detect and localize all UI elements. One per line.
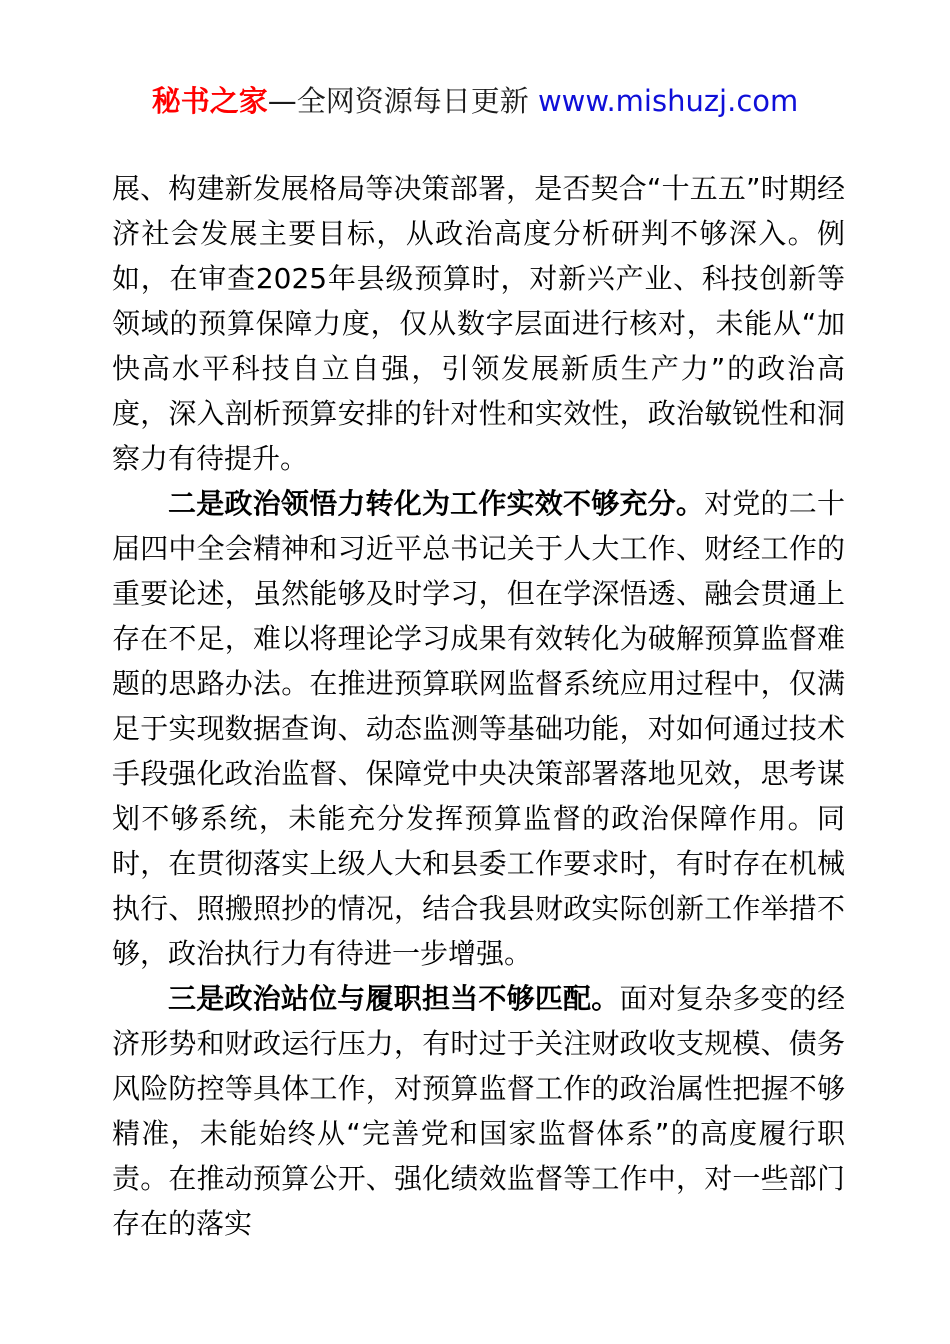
paragraph-lead: 三是政治站位与履职担当不够匹配。 xyxy=(168,982,620,1015)
paragraph xyxy=(112,166,845,481)
paragraph-text: 对党的二十届四中全会精神和习近平总书记关于人大工作、财经工作的重要论述，虽然能够及时学习，但在学深悟透、融会贯通上存在不足，难以将理论学习成果有效转化为破解预算监督难题的思路办法。在推进预算联网监督系统应用过程中，仅满足于实现数据查询、动态监测等基础功能，对如何通过技术手段强化政治监督、保障党中央决策部署落地见效，思考谋划不够系统，未能充分发挥预算监督的政治保障作用。同时，在贯彻落实上级人大和县委工作要求时，有时存在机械执行、照搬照抄的情况，结合我县财政实际创新工作举措不够，政治执行力有待进一步增强。 xyxy=(112,487,845,970)
paragraph-text: 面对复杂多变的经济形势和财政运行压力，有时过于关注财政收支规模、债务风险防控等具体工作，对预算监督工作的政治属性把握不够精准，未能始终从“完善党和国家监督体系”的高度履行职责。在推动预算公开、强化绩效监督等工作中，对一些部门存在的落实 xyxy=(112,982,845,1240)
paragraph xyxy=(112,481,845,976)
site-url[interactable]: www.mishuzj.com xyxy=(537,84,799,118)
paragraph xyxy=(112,976,845,1246)
site-header xyxy=(0,84,950,118)
paragraph-text: 展、构建新发展格局等决策部署，是否契合“十五五”时期经济社会发展主要目标，从政治高度分析研判不够深入。例如，在审查2025年县级预算时，对新兴产业、科技创新等领域的预算保障力度，仅从数字层面进行核对，未能从“加快高水平科技自立自强，引领发展新质生产力”的政治高度，深入剖析预算安排的针对性和实效性，政治敏锐性和洞察力有待提升。 xyxy=(112,172,845,475)
site-tagline: —全网资源每日更新 xyxy=(267,84,538,118)
site-brand: 秘书之家 xyxy=(151,84,268,118)
document-body xyxy=(112,166,845,1246)
paragraph-lead: 二是政治领悟力转化为工作实效不够充分。 xyxy=(168,487,705,520)
